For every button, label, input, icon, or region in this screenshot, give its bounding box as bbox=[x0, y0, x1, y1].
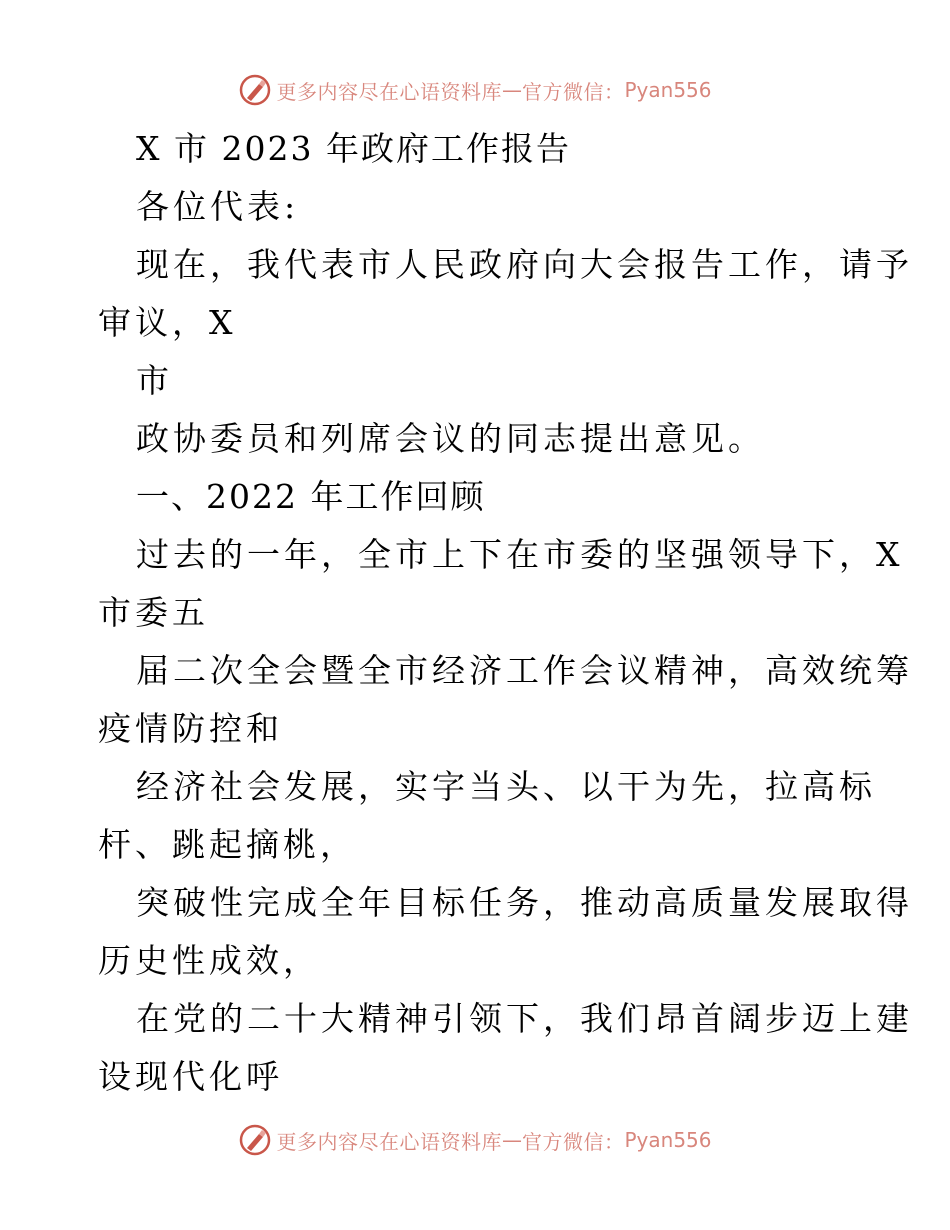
watermark-main-text: 更多内容尽在心语资料库 bbox=[276, 79, 502, 104]
salutation: 各位代表: bbox=[136, 187, 300, 226]
paragraph-line: 经济社会发展，实字当头、以干为先，拉高标 bbox=[136, 767, 876, 806]
paragraph-line: 届二次全会暨全市经济工作会议精神，高效统筹 bbox=[136, 651, 913, 690]
pen-logo-icon bbox=[238, 1123, 272, 1157]
paragraph-line: 现在，我代表市人民政府向大会报告工作，请予 bbox=[136, 245, 913, 284]
paragraph-line: 历史性成效， bbox=[98, 941, 320, 980]
paragraph-line: 审议，X bbox=[98, 303, 237, 342]
watermark-dash: — bbox=[501, 78, 522, 102]
watermark-official-label: 官方微信： bbox=[521, 79, 625, 104]
watermark-official-label: 官方微信： bbox=[521, 1129, 625, 1154]
watermark-account: Pyan556 bbox=[624, 78, 712, 102]
section-heading: 一、2022 年工作回顾 bbox=[136, 477, 486, 516]
paragraph-line: 过去的一年，全市上下在市委的坚强领导下，X bbox=[136, 535, 904, 574]
paragraph-line: 设现代化呼 bbox=[98, 1057, 283, 1096]
paragraph-line: 政协委员和列席会议的同志提出意见。 bbox=[136, 419, 765, 458]
document-title: X 市 2023 年政府工作报告 bbox=[136, 129, 571, 168]
paragraph-line: 杆、跳起摘桃， bbox=[98, 825, 357, 864]
watermark-dash: — bbox=[501, 1128, 522, 1152]
paragraph-line: 突破性完成全年目标任务，推动高质量发展取得 bbox=[136, 883, 913, 922]
watermark-main-text: 更多内容尽在心语资料库 bbox=[276, 1129, 502, 1154]
pen-logo-icon bbox=[238, 73, 272, 107]
watermark-header bbox=[0, 70, 950, 110]
paragraph-line: 在党的二十大精神引领下，我们昂首阔步迈上建 bbox=[136, 999, 913, 1038]
paragraph-line: 疫情防控和 bbox=[98, 709, 283, 748]
paragraph-line: 市 bbox=[136, 361, 169, 400]
paragraph-line: 市委五 bbox=[98, 593, 209, 632]
document-body bbox=[98, 120, 913, 1106]
watermark-account: Pyan556 bbox=[624, 1128, 712, 1152]
watermark-footer bbox=[0, 1120, 950, 1160]
